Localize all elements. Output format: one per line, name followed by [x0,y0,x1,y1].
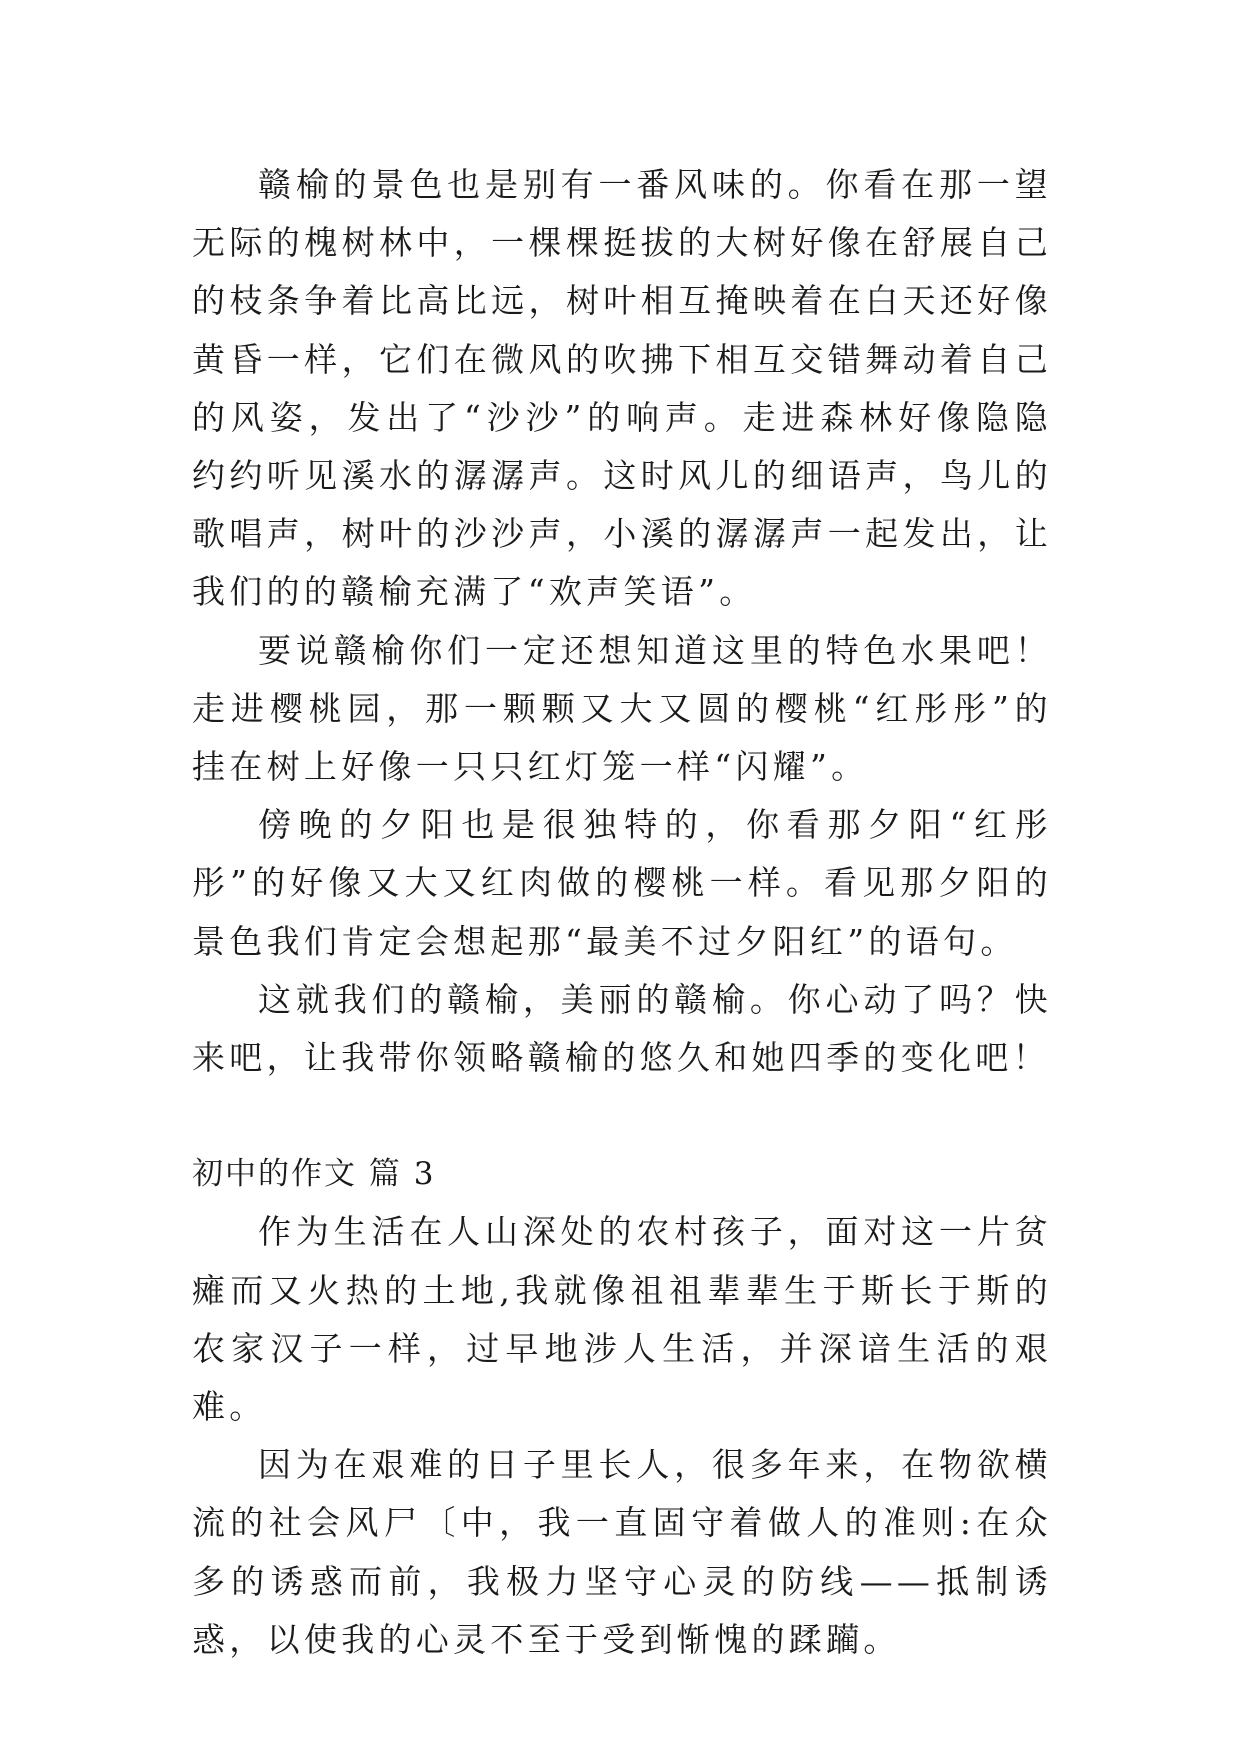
paragraph: 这就我们的赣榆，美丽的赣榆。你心动了吗？快来吧，让我带你领略赣榆的悠久和她四季的变化吧！ [192,979,1052,1078]
section-spacer [192,1087,1052,1145]
paragraph: 赣榆的景色也是别有一番风味的。你看在那一望无际的槐树林中，一棵棵挺拔的大树好像在舒展自己的枝条争着比高比远，树叶相互掩映着在白天还好像黄昏一样，它们在微风的吹拂下相互交错舞动着自己的风姿，发出了“沙沙”的响声。走进森林好像隐隐约约听见溪水的潺潺声。这时风儿的细语声，鸟儿的歌唱声，树叶的沙沙声，小溪的潺潺声一起发出，让我们的的赣榆充满了“欢声笑语”。 [192,165,1052,612]
paragraph: 因为在艰难的日子里长人，很多年来，在物欲横流的社会风尸〔中，我一直固守着做人的准则:在众多的诱惑而前，我极力坚守心灵的防线——抵制诱惑，以使我的心灵不至于受到惭愧的蹂躏。 [192,1445,1052,1659]
paragraph: 傍晚的夕阳也是很独特的，你看那夕阳“红彤彤”的好像又大又红肉做的樱桃一样。看见那夕阳的景色我们肯定会想起那“最美不过夕阳红”的语句。 [192,805,1052,961]
paragraph: 要说赣榆你们一定还想知道这里的特色水果吧！走进樱桃园，那一颗颗又大又圆的樱桃“红彤彤”的挂在树上好像一只只红灯笼一样“闪耀”。 [192,630,1052,787]
paragraph: 作为生活在人山深处的农村孩子，面对这一片贫瘫而又火热的土地,我就像祖祖辈辈生于斯长于斯的农家汉子一样，过早地涉人生活，并深谙生活的艰难。 [192,1212,1052,1427]
document-page [192,156,1052,1669]
section-heading: 初中的作文 篇 3 [192,1156,436,1193]
